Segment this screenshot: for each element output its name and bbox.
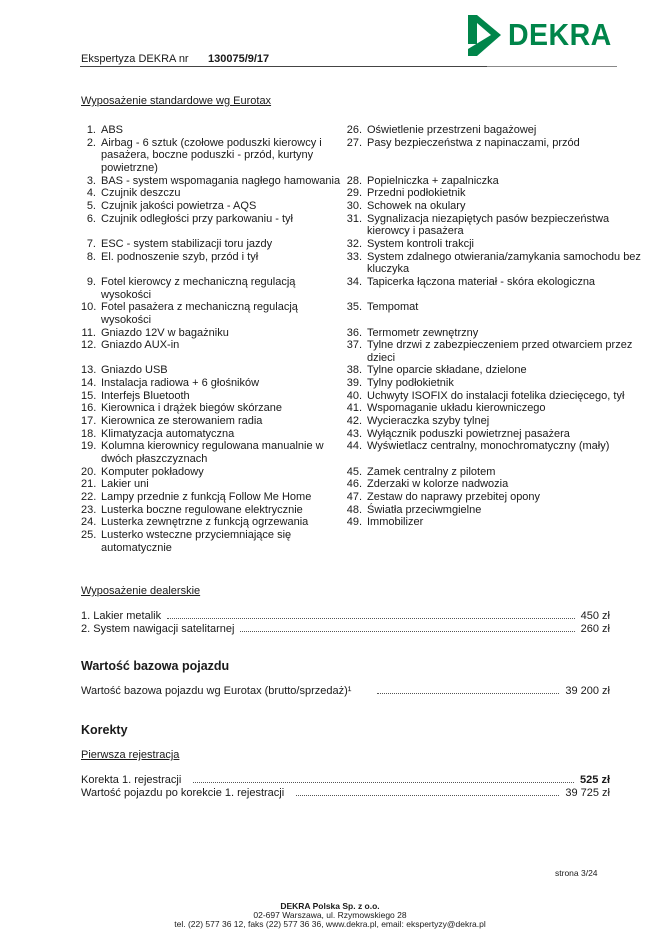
equipment-item-text: BAS - system wspomagania nagłego hamowania <box>101 174 341 187</box>
equipment-item-text: Fotel kierowcy z mechaniczną regulacją wysokości <box>101 275 296 301</box>
equipment-item-text: System kontroli trakcji <box>367 237 474 250</box>
equipment-item-number: 5. <box>86 199 96 212</box>
equipment-item-text: Lakier uni <box>101 478 149 491</box>
equipment-item-number: 36. <box>346 326 362 339</box>
equipment-item-number: 8. <box>86 250 96 263</box>
equipment-item-text: Sygnalizacja niezapiętych pasów bezpieczeństwa kierowcy i pasażera <box>367 212 610 238</box>
equipment-item-number: 4. <box>86 187 96 200</box>
equipment-item-number: 25. <box>81 529 97 541</box>
equipment-row <box>81 251 641 276</box>
equipment-item <box>81 516 343 529</box>
base-value-amount: 39 200 zł <box>565 685 610 697</box>
equipment-item-text: Wspomaganie układu kierowniczego <box>367 402 546 415</box>
equipment-column-right <box>343 251 641 276</box>
base-value-row <box>81 685 610 698</box>
equipment-column-right <box>343 478 641 491</box>
footer-contact: tel. (22) 577 36 12, faks (22) 577 36 36, www.dekra.pl, email: ekspertyzy@dekra.pl <box>174 919 486 929</box>
equipment-column-right <box>343 339 641 364</box>
equipment-item-number: 23. <box>81 503 97 516</box>
dealer-item-value: 450 zł <box>580 610 610 622</box>
equipment-item-number: 46. <box>346 478 362 491</box>
equipment-column-right <box>343 440 641 465</box>
equipment-item <box>81 440 343 465</box>
equipment-item-text: Gniazdo 12V w bagażniku <box>101 326 229 339</box>
equipment-row <box>81 491 641 504</box>
equipment-column-left <box>81 200 343 213</box>
equipment-item-number: 39. <box>346 377 362 390</box>
equipment-item <box>343 466 641 479</box>
equipment-item-text: Tylne oparcie składane, dzielone <box>367 364 527 377</box>
equipment-item <box>343 516 641 529</box>
correction-row <box>81 774 610 787</box>
equipment-item-text: Zamek centralny z pilotem <box>367 465 496 478</box>
expertise-number: 130075/9/17 <box>208 53 270 65</box>
equipment-item-text: ABS <box>101 124 124 136</box>
equipment-item-text: Tylne drzwi z zabezpieczeniem przed otwarciem przez dzieci <box>367 339 633 364</box>
equipment-item <box>81 124 343 137</box>
equipment-item-text: Przedni podłokietnik <box>367 187 466 200</box>
equipment-column-left <box>81 516 343 529</box>
equipment-item-number: 38. <box>346 364 362 377</box>
equipment-item-number: 43. <box>346 427 362 440</box>
standard-equipment-list <box>81 124 641 554</box>
dealer-item-value: 260 zł <box>580 623 610 635</box>
equipment-item-number: 29. <box>346 187 362 200</box>
equipment-row <box>81 377 641 390</box>
equipment-item <box>81 339 343 352</box>
equipment-column-left <box>81 377 343 390</box>
equipment-item-text: Czujnik deszczu <box>101 187 181 200</box>
equipment-item <box>81 238 343 251</box>
standard-equipment-title: Wyposażenie standardowe wg Eurotax <box>81 95 272 107</box>
header-divider <box>80 66 487 67</box>
equipment-item-text: Czujnik odległości przy parkowaniu - tył <box>101 212 293 225</box>
equipment-column-left <box>81 364 343 377</box>
equipment-item-number: 10. <box>81 301 97 314</box>
equipment-item-text: Zderzaki w kolorze nadwozia <box>367 478 509 491</box>
equipment-item-number: 15. <box>81 389 97 402</box>
equipment-column-right <box>343 238 641 251</box>
equipment-item <box>81 137 343 175</box>
equipment-row <box>81 504 641 517</box>
equipment-item <box>343 491 641 504</box>
equipment-item-number: 2. <box>86 136 96 149</box>
equipment-column-left <box>81 402 343 415</box>
equipment-row <box>81 124 641 137</box>
equipment-item-number: 32. <box>346 237 362 250</box>
equipment-item-number: 19. <box>81 440 97 453</box>
equipment-column-left <box>81 428 343 441</box>
equipment-column-right <box>343 364 641 377</box>
equipment-item-text: Lusterka boczne regulowane elektrycznie <box>101 503 303 516</box>
document-header <box>80 53 486 66</box>
base-value-title: Wartość bazowa pojazdu <box>81 659 230 673</box>
equipment-column-left <box>81 301 343 326</box>
equipment-item-number: 30. <box>346 199 362 212</box>
equipment-item <box>81 491 343 504</box>
equipment-item-text: Gniazdo AUX-in <box>101 339 180 352</box>
equipment-column-right <box>343 529 641 554</box>
equipment-item <box>343 415 641 428</box>
equipment-column-right <box>343 428 641 441</box>
equipment-item-text: Lampy przednie z funkcją Follow Me Home <box>101 491 312 504</box>
corrections-title: Korekty <box>81 723 128 737</box>
leader-dots <box>167 610 575 619</box>
equipment-column-left <box>81 504 343 517</box>
equipment-item-text: Schowek na okulary <box>367 199 466 212</box>
dealer-item <box>81 610 610 623</box>
equipment-item-number: 47. <box>346 491 362 504</box>
equipment-item <box>343 390 641 403</box>
equipment-item-number: 3. <box>86 174 96 187</box>
equipment-column-left <box>81 390 343 403</box>
equipment-row <box>81 516 641 529</box>
equipment-item-text: Kierownica ze sterowaniem radia <box>101 415 263 428</box>
equipment-item <box>343 187 641 200</box>
correction-label: Korekta 1. rejestracji <box>81 774 182 786</box>
equipment-item-text: Airbag - 6 sztuk (czołowe poduszki kierowcy i pasażera, boczne poduszki - przód, kurtyny powietrzne) <box>101 136 322 174</box>
equipment-column-left <box>81 175 343 188</box>
equipment-item-text: ESC - system stabilizacji toru jazdy <box>101 237 273 250</box>
equipment-item <box>343 200 641 213</box>
equipment-column-left <box>81 213 343 238</box>
equipment-column-left <box>81 339 343 364</box>
equipment-item <box>81 276 343 301</box>
equipment-item-number: 26. <box>346 124 362 136</box>
dealer-item-label: 2. System nawigacji satelitarnej <box>81 623 235 635</box>
equipment-column-left <box>81 440 343 465</box>
equipment-item <box>343 238 641 251</box>
equipment-item-number: 31. <box>346 212 362 225</box>
equipment-item-text: Immobilizer <box>367 516 424 529</box>
equipment-item-text: Popielniczka + zapalniczka <box>367 174 499 187</box>
leader-dots <box>377 685 559 694</box>
equipment-item <box>81 415 343 428</box>
equipment-item <box>343 364 641 377</box>
equipment-item-number: 11. <box>81 326 96 339</box>
equipment-item-number: 1. <box>86 124 96 136</box>
equipment-item <box>81 402 343 415</box>
equipment-column-left <box>81 187 343 200</box>
equipment-item-number: 27. <box>346 136 362 149</box>
equipment-row <box>81 187 641 200</box>
equipment-item-number: 35. <box>346 301 362 314</box>
equipment-item-text: Wyłącznik poduszki powietrznej pasażera <box>367 427 570 440</box>
equipment-column-right <box>343 301 641 326</box>
equipment-item-number: 14. <box>81 377 97 390</box>
equipment-row <box>81 339 641 364</box>
equipment-item <box>343 124 641 137</box>
equipment-item <box>81 200 343 213</box>
equipment-item-number: 9. <box>86 275 96 288</box>
equipment-item <box>343 339 641 364</box>
equipment-item-number: 44. <box>346 440 362 453</box>
equipment-column-left <box>81 466 343 479</box>
equipment-item-number: 49. <box>346 516 362 529</box>
dekra-logo <box>466 14 616 58</box>
equipment-item-text: Interfejs Bluetooth <box>101 389 190 402</box>
equipment-item-text: Termometr zewnętrzny <box>367 326 479 339</box>
equipment-item <box>343 428 641 441</box>
equipment-column-right <box>343 402 641 415</box>
equipment-column-right <box>343 327 641 340</box>
equipment-row <box>81 529 641 554</box>
equipment-item <box>81 213 343 226</box>
equipment-item <box>81 301 343 326</box>
equipment-row <box>81 238 641 251</box>
footer-company: DEKRA Polska Sp. z o.o. <box>280 901 380 911</box>
equipment-item-number: 17. <box>81 415 97 428</box>
equipment-item-number: 37. <box>346 339 362 352</box>
correction-value: 39 725 zł <box>565 787 610 799</box>
equipment-item <box>343 402 641 415</box>
equipment-item <box>81 428 343 441</box>
equipment-item <box>343 504 641 517</box>
dealer-item <box>81 623 610 636</box>
equipment-column-left <box>81 415 343 428</box>
equipment-item <box>343 478 641 491</box>
equipment-row <box>81 415 641 428</box>
equipment-item-text: Wyświetlacz centralny, monochromatyczny (mały) <box>367 440 610 453</box>
dealer-equipment-title: Wyposażenie dealerskie <box>81 585 201 597</box>
brand-name: DEKRA <box>508 17 612 52</box>
equipment-item-number: 28. <box>346 174 362 187</box>
equipment-item-text: Oświetlenie przestrzeni bagażowej <box>367 124 537 136</box>
equipment-item-number: 13. <box>81 364 97 377</box>
equipment-item <box>81 390 343 403</box>
equipment-item-number: 34. <box>346 275 362 288</box>
equipment-column-left <box>81 491 343 504</box>
equipment-item <box>343 327 641 340</box>
equipment-column-right <box>343 200 641 213</box>
equipment-item-number: 40. <box>346 389 362 402</box>
equipment-item-number: 42. <box>346 415 362 428</box>
correction-row <box>81 787 610 800</box>
equipment-row <box>81 200 641 213</box>
equipment-column-left <box>81 478 343 491</box>
equipment-column-left <box>81 276 343 301</box>
equipment-item <box>343 251 641 276</box>
expertise-label: Ekspertyza DEKRA nr <box>81 53 189 65</box>
equipment-item-number: 33. <box>346 250 362 263</box>
equipment-row <box>81 428 641 441</box>
equipment-row <box>81 301 641 326</box>
equipment-row <box>81 478 641 491</box>
footer-address: 02-697 Warszawa, ul. Rzymowskiego 28 <box>253 910 407 920</box>
equipment-item <box>343 175 641 188</box>
equipment-item-text: Tapicerka łączona materiał - skóra ekologiczna <box>367 275 596 288</box>
equipment-item <box>343 377 641 390</box>
equipment-item <box>81 377 343 390</box>
equipment-item-text: Klimatyzacja automatyczna <box>101 427 235 440</box>
equipment-item <box>81 251 343 264</box>
equipment-row <box>81 213 641 238</box>
header-divider-right <box>487 66 617 67</box>
equipment-column-right <box>343 124 641 137</box>
equipment-column-right <box>343 415 641 428</box>
page-number: strona 3/24 <box>555 868 598 878</box>
leader-dots <box>296 787 559 796</box>
equipment-item-number: 12. <box>81 339 97 352</box>
equipment-item-number: 18. <box>81 427 97 440</box>
equipment-column-right <box>343 137 641 175</box>
equipment-column-left <box>81 327 343 340</box>
equipment-item-number: 45. <box>346 465 362 478</box>
equipment-item-text: Kolumna kierownicy regulowana manualnie w dwóch płaszczyznach <box>101 440 324 466</box>
equipment-item-text: Lusterka zewnętrzne z funkcją ogrzewania <box>101 516 309 529</box>
equipment-item <box>343 440 641 453</box>
equipment-item-number: 22. <box>81 491 97 504</box>
equipment-item <box>81 327 343 340</box>
equipment-item-text: El. podnoszenie szyb, przód i tył <box>101 250 259 263</box>
equipment-item-text: Lusterko wsteczne przyciemniające się automatycznie <box>101 529 292 554</box>
equipment-row <box>81 327 641 340</box>
equipment-item-text: Gniazdo USB <box>101 364 168 377</box>
equipment-item-text: Wycieraczka szyby tylnej <box>367 415 490 428</box>
equipment-column-right <box>343 504 641 517</box>
equipment-row <box>81 466 641 479</box>
equipment-item-number: 6. <box>86 212 96 225</box>
equipment-item-text: Światła przeciwmgielne <box>367 503 482 516</box>
equipment-column-right <box>343 276 641 301</box>
equipment-item-number: 48. <box>346 503 362 516</box>
leader-dots <box>240 623 574 632</box>
equipment-item-text: System zdalnego otwierania/zamykania samochodu bez kluczyka <box>367 250 641 276</box>
equipment-column-right <box>343 187 641 200</box>
equipment-column-right <box>343 390 641 403</box>
equipment-column-right <box>343 213 641 238</box>
equipment-item-text: Tylny podłokietnik <box>367 377 454 390</box>
equipment-item <box>343 276 641 289</box>
equipment-column-left <box>81 529 343 554</box>
equipment-item-text: Komputer pokładowy <box>101 465 204 478</box>
equipment-item <box>81 529 343 554</box>
equipment-item-text: Zestaw do naprawy przebitej opony <box>367 491 541 504</box>
equipment-row <box>81 276 641 301</box>
equipment-item <box>81 364 343 377</box>
equipment-item-number: 7. <box>86 237 96 250</box>
equipment-item-number: 41. <box>346 402 362 415</box>
correction-value: 525 zł <box>580 774 610 786</box>
equipment-item <box>343 137 641 150</box>
equipment-item <box>343 301 641 314</box>
equipment-row <box>81 175 641 188</box>
leader-dots <box>193 774 574 783</box>
dealer-item-label: 1. Lakier metalik <box>81 610 162 622</box>
equipment-item-number: 21. <box>81 478 97 491</box>
equipment-column-right <box>343 377 641 390</box>
equipment-row <box>81 390 641 403</box>
equipment-row <box>81 137 641 175</box>
equipment-column-left <box>81 137 343 175</box>
base-value-label: Wartość bazowa pojazdu wg Eurotax (brutto/sprzedaż)¹ <box>81 685 352 697</box>
equipment-item <box>81 187 343 200</box>
equipment-item <box>81 466 343 479</box>
equipment-row <box>81 364 641 377</box>
equipment-item-text: Fotel pasażera z mechaniczną regulacją wysokości <box>101 301 298 326</box>
equipment-row <box>81 402 641 415</box>
dekra-arrow-icon <box>466 14 506 58</box>
equipment-item <box>81 175 343 188</box>
equipment-item-number: 24. <box>81 516 97 529</box>
equipment-item <box>81 504 343 517</box>
equipment-item <box>81 478 343 491</box>
equipment-column-left <box>81 238 343 251</box>
corrections-subtitle: Pierwsza rejestracja <box>81 749 180 761</box>
equipment-column-right <box>343 491 641 504</box>
equipment-column-left <box>81 124 343 137</box>
equipment-item-text: Kierownica i drążek biegów skórzane <box>101 402 282 415</box>
equipment-item-text: Czujnik jakości powietrza - AQS <box>101 199 257 212</box>
equipment-column-right <box>343 466 641 479</box>
equipment-row <box>81 440 641 465</box>
equipment-item <box>343 213 641 238</box>
correction-label: Wartość pojazdu po korekcie 1. rejestracji <box>81 787 285 799</box>
equipment-column-right <box>343 175 641 188</box>
equipment-item-text: Instalacja radiowa + 6 głośników <box>101 377 260 390</box>
equipment-item-text: Uchwyty ISOFIX do instalacji fotelika dziecięcego, tył <box>367 389 625 402</box>
equipment-item-number: 20. <box>81 465 97 478</box>
equipment-item-text: Tempomat <box>367 301 419 314</box>
equipment-column-left <box>81 251 343 276</box>
equipment-item-text: Pasy bezpieczeństwa z napinaczami, przód <box>367 136 580 149</box>
equipment-column-right <box>343 516 641 529</box>
equipment-item-number: 16. <box>81 402 97 415</box>
